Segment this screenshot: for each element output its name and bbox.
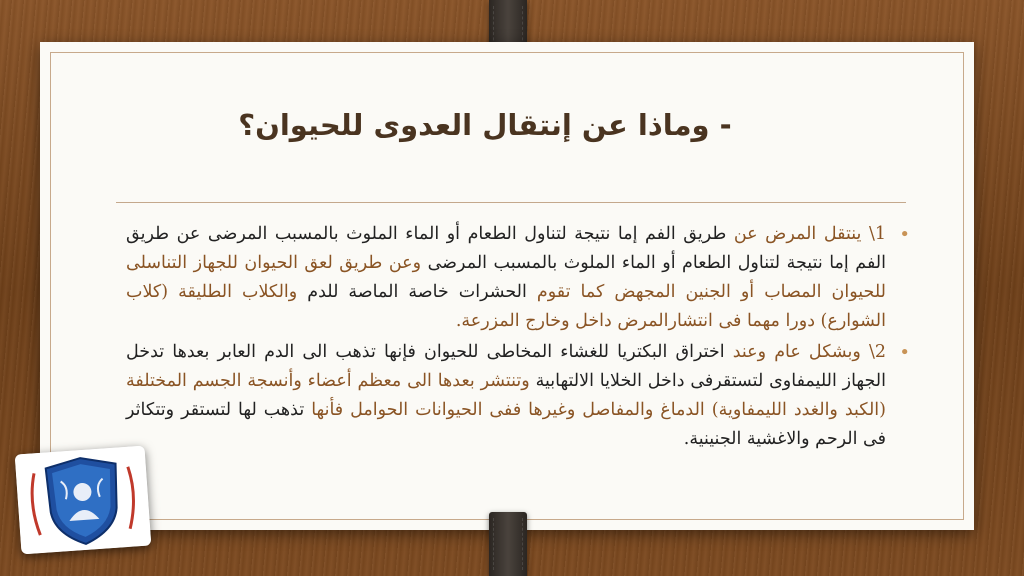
bullet-icon: • bbox=[899, 224, 910, 245]
emblem-logo-icon bbox=[15, 446, 152, 555]
point-text: طريق الفم إما نتيجة لتناول الطعام أو الماء الملوث بالمسبب المرضى عن طريق الفم إما نتيجة لتناول الطعام أو الماء الملوث بالمسبب المرضى bbox=[126, 224, 886, 273]
bullet-icon: • bbox=[899, 342, 910, 363]
point-text: اختراق البكتريا للغشاء المخاطى للحيوان فإنها تذهب الى الدم العابر بعدها تدخل الجهاز الليمفاوى لتستقرفى داخل الخلايا الالتهابية bbox=[126, 342, 886, 391]
point-text-highlight: والكلاب الطليقة (كلاب الشوارع) دورا مهما فى انتشارالمرض داخل وخارج المزرعة. bbox=[126, 282, 886, 331]
bottom-strap bbox=[489, 512, 527, 576]
point-text-highlight: وعن طريق لعق الحيوان للجهاز التناسلى للحيوان المصاب أو الجنين المجهض كما تقوم bbox=[126, 253, 886, 302]
point-text-highlight: وتنتشر بعدها الى معظم أعضاء وأنسجة الجسم المختلفة (الكبد والغدد الليمفاوية) الدماغ والمفاصل وغيرها ففى الحيوانات الحوامل فأنها bbox=[126, 371, 886, 420]
point-text: الحشرات خاصة الماصة للدم bbox=[307, 282, 527, 302]
point-number: 2\ bbox=[868, 342, 886, 362]
point-intro: ينتقل المرض عن bbox=[733, 224, 862, 244]
bullet-point-1 bbox=[126, 220, 916, 336]
bullet-point-2 bbox=[126, 338, 916, 454]
title-divider bbox=[116, 202, 906, 203]
point-number: 1\ bbox=[868, 224, 886, 244]
point-text: تذهب لها لتستقر وتتكاثر فى الرحم والاغشية الجنينية. bbox=[126, 400, 886, 449]
slide-content bbox=[126, 220, 916, 456]
emblem-logo bbox=[15, 446, 152, 555]
slide-title: - وماذا عن إنتقال العدوى للحيوان؟ bbox=[238, 108, 732, 142]
point-intro: وبشكل عام وعند bbox=[732, 342, 861, 362]
